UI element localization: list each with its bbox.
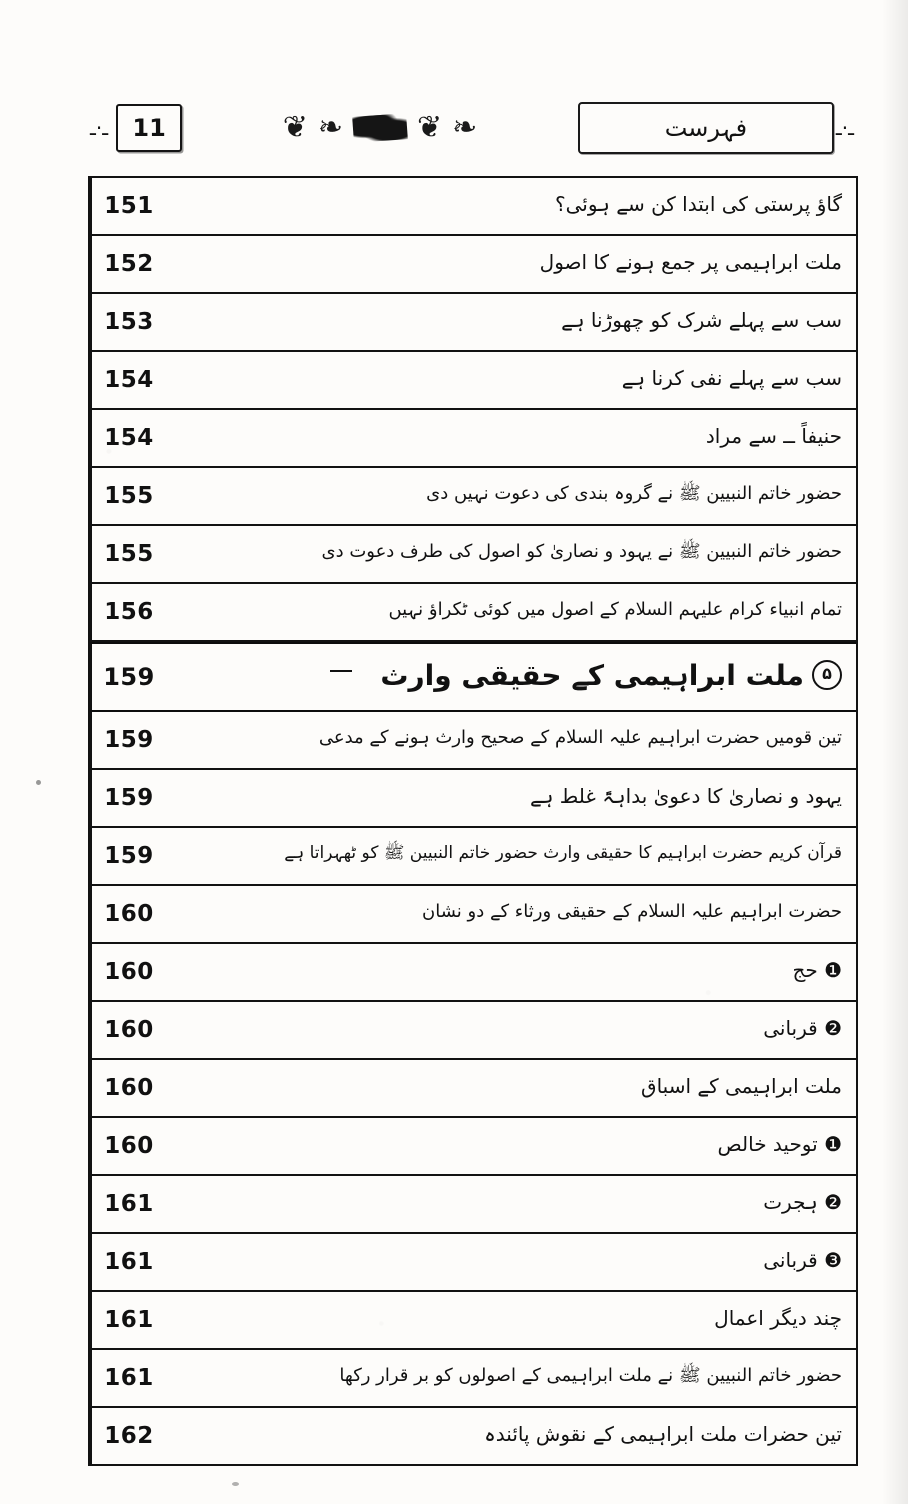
table-row bbox=[90, 410, 856, 468]
table-row bbox=[90, 886, 856, 944]
table-row bbox=[90, 294, 856, 352]
toc-entry-title: حضور خاتم النبیین ﷺ نے ملت ابراہیمی کے اصولوں کو بر قرار رکھا bbox=[339, 1364, 842, 1386]
toc-entry-title: حنیفاً ــ سے مراد bbox=[705, 423, 842, 448]
table-row bbox=[90, 770, 856, 828]
table-row bbox=[90, 584, 856, 642]
table-row bbox=[90, 236, 856, 294]
toc-entry-title: تمام انبیاء کرام علیہم السلام کے اصول میں کوئی ٹکراؤ نہیں bbox=[388, 598, 842, 620]
toc-entry-title: حضور خاتم النبیین ﷺ نے گروہ بندی کی دعوت نہیں دی bbox=[426, 482, 842, 504]
toc-entry-page-number: 151 bbox=[90, 178, 166, 234]
toc-entry-page-number: 155 bbox=[90, 468, 166, 524]
page-title: فہرست bbox=[664, 114, 748, 142]
header-title-box bbox=[578, 102, 834, 154]
swirl-icon: ❧ bbox=[452, 113, 478, 143]
toc-entry-title: تین قومیں حضرت ابراہیم علیہ السلام کے صحیح وارث ہونے کے مدعی bbox=[318, 726, 842, 748]
swirl-icon: ❦ bbox=[282, 113, 308, 143]
table-row bbox=[90, 1176, 856, 1234]
toc-section-row bbox=[90, 642, 856, 712]
paper-speck bbox=[36, 780, 41, 785]
toc-entry-page-number: 160 bbox=[90, 944, 166, 1000]
toc-entry-title: گاؤ پرستی کی ابتدا کن سے ہوئی؟ bbox=[554, 191, 842, 216]
table-row bbox=[90, 1118, 856, 1176]
toc-entry-page-number: 162 bbox=[90, 1408, 166, 1464]
toc-entry-page-number: 154 bbox=[90, 352, 166, 408]
toc-entry-title: چند دیگر اعمال bbox=[714, 1305, 842, 1330]
toc-entry-page-number: 160 bbox=[90, 1060, 166, 1116]
header-right-dash: ـ·ـ bbox=[835, 116, 854, 140]
toc-entry-title: یہود و نصاریٰ کا دعویٰ بداہۃً غلط ہے bbox=[529, 783, 842, 808]
toc-entry-title: سب سے پہلے نفی کرنا ہے bbox=[621, 365, 842, 390]
table-row bbox=[90, 1002, 856, 1060]
table-row bbox=[90, 1350, 856, 1408]
toc-entry-title: سب سے پہلے شرک کو چھوڑنا ہے bbox=[561, 307, 842, 332]
toc-entry-title: ❶ حج bbox=[792, 957, 842, 982]
toc-entry-page-number: 155 bbox=[90, 526, 166, 582]
table-row bbox=[90, 944, 856, 1002]
toc-entry-page-number: 161 bbox=[90, 1176, 166, 1232]
toc-entry-title: تین حضرات ملت ابراہیمی کے نقوش پائندہ bbox=[484, 1421, 842, 1446]
toc-entry-title: ❶ توحید خالص bbox=[717, 1131, 842, 1156]
swirl-icon: ❧ bbox=[317, 113, 343, 143]
toc-entry-page-number: 156 bbox=[90, 584, 166, 640]
toc-entry-title: قرآن کریم حضرت ابراہیم کا حقیقی وارث حضور خاتم النبیین ﷺ کو ٹھہراتا ہے bbox=[284, 843, 842, 864]
ornament-decoration bbox=[182, 113, 578, 143]
swirl-icon: ❦ bbox=[417, 113, 443, 143]
table-row bbox=[90, 468, 856, 526]
table-of-contents bbox=[88, 176, 858, 1466]
table-row bbox=[90, 1408, 856, 1466]
toc-entry-title: ملت ابراہیمی پر جمع ہونے کا اصول bbox=[539, 249, 842, 274]
page-header bbox=[88, 96, 856, 160]
toc-entry-page-number: 159 bbox=[90, 644, 166, 710]
table-row bbox=[90, 712, 856, 770]
toc-entry-page-number: 160 bbox=[90, 1002, 166, 1058]
toc-entry-page-number: 153 bbox=[90, 294, 166, 350]
toc-entry-title: ملت ابراہیمی کے اسباق bbox=[641, 1073, 842, 1098]
toc-entry-title: ❸ قربانی bbox=[763, 1247, 842, 1272]
toc-entry-page-number: 161 bbox=[90, 1234, 166, 1290]
flourish-icon bbox=[352, 113, 408, 143]
toc-entry-page-number: 161 bbox=[90, 1350, 166, 1406]
table-row bbox=[90, 352, 856, 410]
table-row bbox=[90, 1234, 856, 1292]
page-number-box bbox=[116, 104, 182, 152]
toc-entry-title: ❷ قربانی bbox=[763, 1015, 842, 1040]
toc-entry-page-number: 154 bbox=[90, 410, 166, 466]
table-row bbox=[90, 1292, 856, 1350]
toc-entry-page-number: 159 bbox=[90, 712, 166, 768]
toc-entry-title: ❷ ہجرت bbox=[763, 1189, 842, 1214]
table-row bbox=[90, 526, 856, 584]
section-dash bbox=[330, 670, 352, 672]
toc-entry-page-number: 160 bbox=[90, 1118, 166, 1174]
toc-entry-page-number: 152 bbox=[90, 236, 166, 292]
toc-entry-page-number: 159 bbox=[90, 770, 166, 826]
table-row bbox=[90, 828, 856, 886]
toc-entry-title: حضرت ابراہیم علیہ السلام کے حقیقی ورثاء کے دو نشان bbox=[422, 900, 842, 922]
table-row bbox=[90, 178, 856, 236]
toc-entry-title: حضور خاتم النبیین ﷺ نے یہود و نصاریٰ کو اصول کی طرف دعوت دی bbox=[321, 540, 842, 562]
page-number: 11 bbox=[132, 114, 166, 142]
paper-speck bbox=[232, 1482, 239, 1486]
section-marker: ۵ bbox=[812, 660, 842, 690]
toc-entry-page-number: 160 bbox=[90, 886, 166, 942]
toc-entry-title: ۵ ملت ابراہیمی کے حقیقی وارث bbox=[166, 644, 856, 710]
header-left-dash: ـ·ـ bbox=[90, 116, 109, 140]
toc-entry-page-number: 159 bbox=[90, 828, 166, 884]
table-row bbox=[90, 1060, 856, 1118]
toc-entry-page-number: 161 bbox=[90, 1292, 166, 1348]
page-edge-shadow bbox=[882, 0, 908, 1504]
